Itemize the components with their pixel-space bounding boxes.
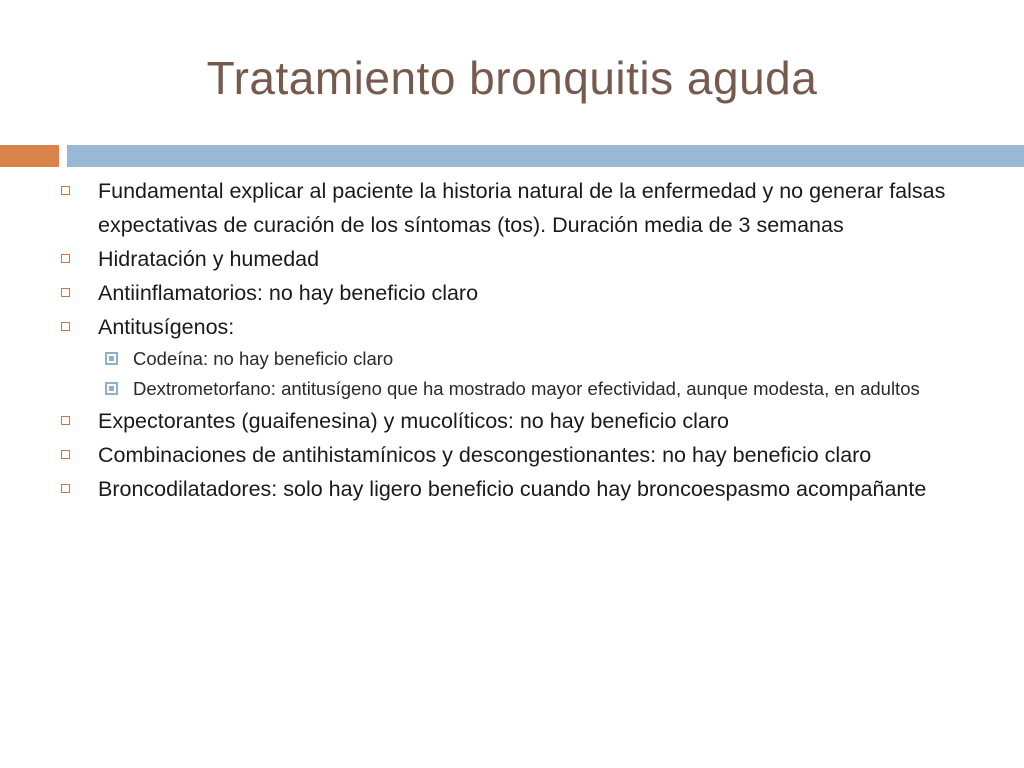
sub-bullet-item	[58, 344, 978, 374]
bullet-text: Antiinflamatorios: no hay beneficio claro	[98, 281, 479, 305]
bullet-item	[58, 242, 978, 276]
square-bullet-icon	[61, 322, 70, 331]
square-bullet-icon	[61, 450, 70, 459]
bullet-item	[58, 276, 978, 310]
bullet-text: Antitusígenos:	[98, 315, 235, 339]
bullet-text: Combinaciones de antihistamínicos y descongestionantes: no hay beneficio claro	[98, 443, 872, 467]
slide-title: Tratamiento bronquitis aguda	[206, 52, 818, 104]
bullet-text: Fundamental explicar al paciente la historia natural de la enfermedad y no generar falsas expectativas de curación de los síntomas (tos). Duración media de 3 semanas	[98, 179, 946, 237]
bullet-item	[58, 438, 978, 472]
square-bullet-icon	[61, 254, 70, 263]
bullet-item	[58, 472, 978, 506]
accent-bar-right	[67, 145, 1024, 167]
square-bullet-icon	[61, 484, 70, 493]
square-bullet-icon	[61, 186, 70, 195]
square-bullet-icon	[61, 416, 70, 425]
sub-bullet-item	[58, 374, 978, 404]
bullet-item	[58, 174, 978, 242]
filled-square-bullet-icon	[105, 352, 118, 365]
bullet-item	[58, 310, 978, 344]
sub-bullet-text: Codeína: no hay beneficio claro	[133, 348, 394, 369]
bullet-text: Hidratación y humedad	[98, 247, 320, 271]
bullet-text: Expectorantes (guaifenesina) y mucolíticos: no hay beneficio claro	[98, 409, 730, 433]
bullet-item	[58, 404, 978, 438]
bullet-text: Broncodilatadores: solo hay ligero beneficio cuando hay broncoespasmo acompañante	[98, 477, 927, 501]
bullet-list	[58, 174, 978, 506]
filled-square-bullet-icon	[105, 382, 118, 395]
accent-bar-left	[0, 145, 59, 167]
sub-bullet-text: Dextrometorfano: antitusígeno que ha mostrado mayor efectividad, aunque modesta, en adultos	[133, 378, 920, 399]
square-bullet-icon	[61, 288, 70, 297]
